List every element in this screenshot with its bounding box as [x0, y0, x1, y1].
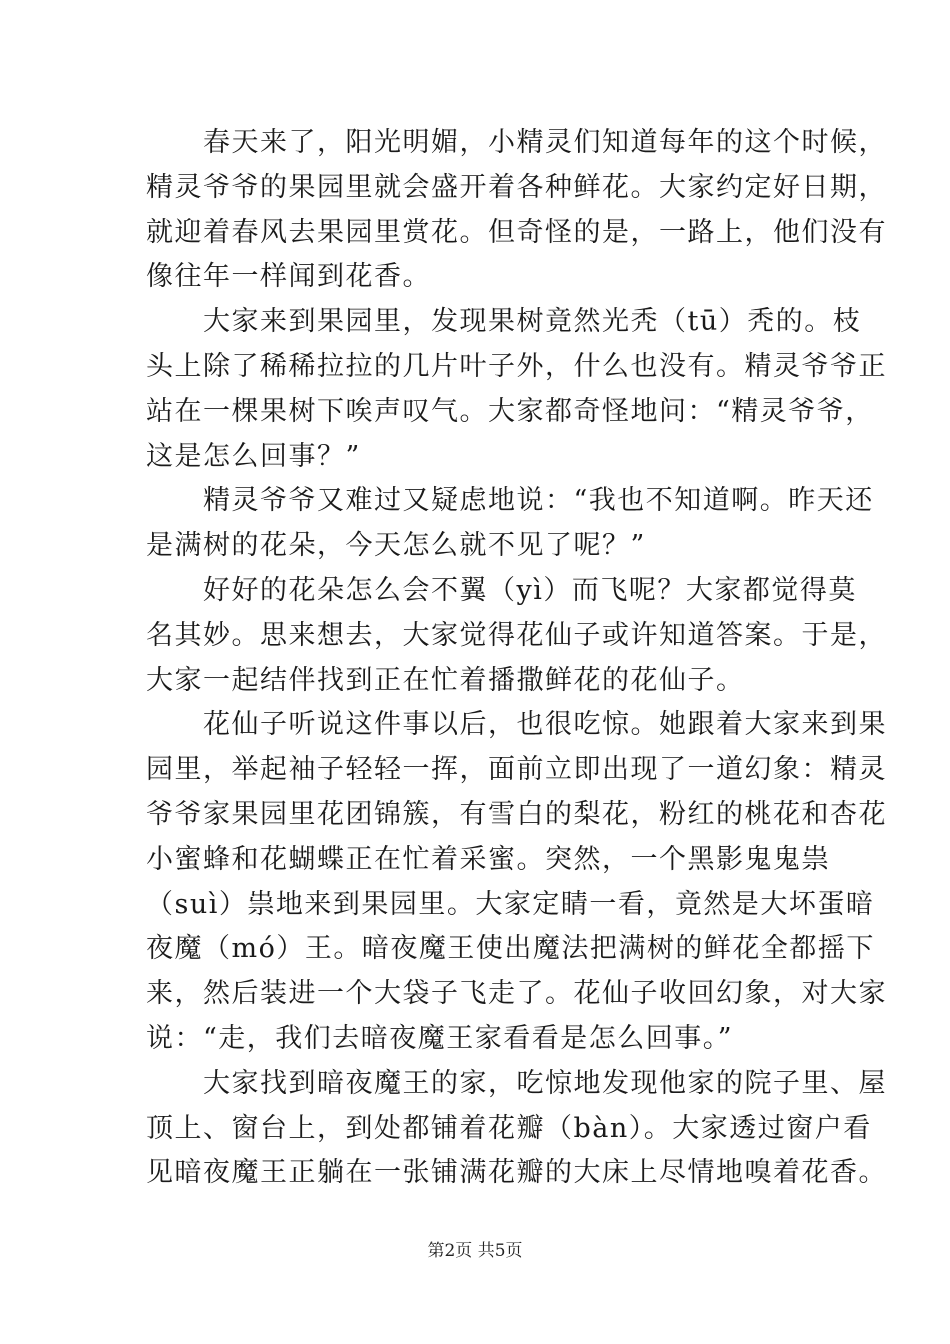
text-line: 花仙子听说这件事以后，也很吃惊。她跟着大家来到果: [146, 709, 887, 741]
text-line: 小蜜蜂和花蝴蝶正在忙着采蜜。突然，一个黑影鬼鬼祟: [146, 843, 830, 875]
text-line: 好好的花朵怎么会不翼（yì）而飞呢？大家都觉得莫: [146, 574, 857, 606]
document-body: [146, 121, 887, 1196]
text-line: 大家找到暗夜魔王的家，吃惊地发现他家的院子里、屋: [146, 1067, 887, 1099]
text-line: 顶上、窗台上，到处都铺着花瓣（bàn）。大家透过窗户看: [146, 1112, 872, 1144]
text-line: 夜魔（mó）王。暗夜魔王使出魔法把满树的鲜花全都摇下: [146, 933, 875, 965]
text-line: 精灵爷爷的果园里就会盛开着各种鲜花。大家约定好日期，: [146, 171, 887, 203]
text-line: 精灵爷爷又难过又疑虑地说：“我也不知道啊。昨天还: [146, 485, 874, 517]
text-line: 像往年一样闻到花香。: [146, 261, 431, 293]
text-line: 是满树的花朵，今天怎么就不见了呢？”: [146, 530, 646, 562]
text-line: 春天来了，阳光明媚，小精灵们知道每年的这个时候，: [146, 127, 887, 158]
text-line: 就迎着春风去果园里赏花。但奇怪的是，一路上，他们没有: [146, 216, 887, 248]
text-line: 大家一起结伴找到正在忙着播撒鲜花的花仙子。: [146, 664, 745, 696]
text-line: （suì）祟地来到果园里。大家定睛一看，竟然是大坏蛋暗: [146, 888, 875, 920]
text-line: 这是怎么回事？”: [146, 440, 361, 472]
text-line: 大家来到果园里，发现果树竟然光秃（tū）秃的。枝: [146, 306, 862, 338]
text-line: 爷爷家果园里花团锦簇，有雪白的梨花，粉红的桃花和杏花: [146, 798, 887, 830]
page-number-footer: 第2页 共5页: [427, 1241, 523, 1261]
text-line: 来，然后装进一个大袋子飞走了。花仙子收回幻象，对大家: [146, 978, 887, 1010]
text-line: 名其妙。思来想去，大家觉得花仙子或许知道答案。于是，: [146, 619, 887, 651]
text-line: 园里，举起袖子轻轻一挥，面前立即出现了一道幻象：精灵: [146, 754, 887, 786]
text-line: 站在一棵果树下唉声叹气。大家都奇怪地问：“精灵爷爷，: [146, 395, 874, 427]
text-line: 头上除了稀稀拉拉的几片叶子外，什么也没有。精灵爷爷正: [146, 350, 887, 382]
text-line: 见暗夜魔王正躺在一张铺满花瓣的大床上尽情地嗅着花香。: [146, 1157, 887, 1189]
text-line: 说：“走，我们去暗夜魔王家看看是怎么回事。”: [146, 1022, 734, 1054]
